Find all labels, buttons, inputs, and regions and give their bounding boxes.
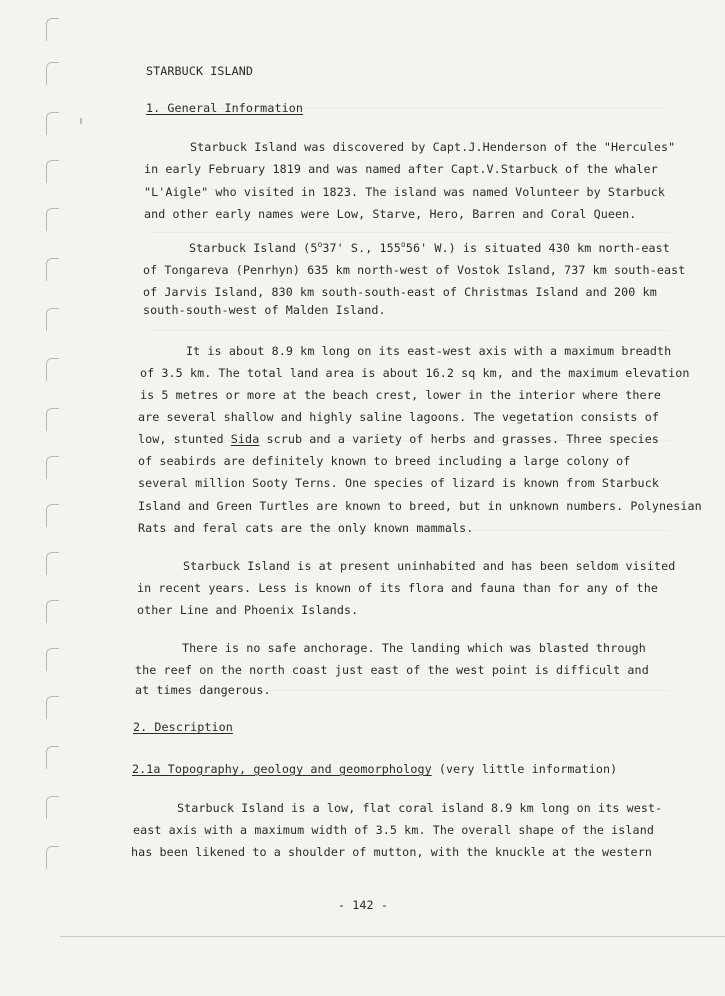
binder-ring <box>46 552 59 575</box>
binder-ring <box>46 504 59 527</box>
paragraph-line: There is no safe anchorage. The landing which was blasted through <box>182 641 646 655</box>
binder-ring <box>46 648 59 671</box>
paragraph-line: Starbuck Island is a low, flat coral island 8.9 km long on its west- <box>177 801 663 815</box>
page-bottom-edge <box>60 936 725 937</box>
section-heading-description: 2. Description <box>133 720 233 734</box>
degree-mark: o <box>400 240 406 249</box>
paragraph-line: in recent years. Less is known of its flora and fauna than for any of the <box>137 581 658 595</box>
binder-ring <box>46 258 59 281</box>
paragraph-line: and other early names were Low, Starve, Hero, Barren and Coral Queen. <box>144 207 637 221</box>
section-heading-general: 1. General Information <box>146 101 304 115</box>
genus-name: Sida <box>230 432 260 446</box>
paragraph-line: of 3.5 km. The total land area is about 16.2 sq km, and the maximum elevation <box>140 366 690 380</box>
paragraph-line: several million Sooty Terns. One species of lizard is known from Starbuck <box>138 476 659 490</box>
paragraph-line: "L'Aigle" who visited in 1823. The island was named Volunteer by Starbuck <box>144 185 665 199</box>
page-title: STARBUCK ISLAND <box>146 64 254 78</box>
text-run: Starbuck Island (5 <box>189 240 318 255</box>
section-heading-topography <box>132 762 617 776</box>
text-run: 37' S., 155 <box>322 240 401 255</box>
paragraph-line: Starbuck Island was discovered by Capt.J.Henderson of the "Hercules" <box>190 140 676 154</box>
binder-ring <box>46 408 59 431</box>
paragraph-line-genus <box>138 432 659 446</box>
bleed-through <box>150 330 670 331</box>
text-run: low, stunted <box>138 432 231 446</box>
binder-ring <box>46 208 59 231</box>
binder-ring <box>46 600 59 623</box>
paragraph-line: It is about 8.9 km long on its east-west axis with a maximum breadth <box>186 344 672 358</box>
paragraph-line-coordinates <box>189 240 670 255</box>
paragraph-line: south-south-west of Malden Island. <box>143 303 386 317</box>
binder-ring <box>46 796 59 819</box>
binder-ring <box>46 456 59 479</box>
binder-ring <box>46 18 59 41</box>
paragraph-line: are several shallow and highly saline lagoons. The vegetation consists of <box>138 410 659 424</box>
binder-ring <box>46 696 59 719</box>
binder-ring <box>46 846 59 869</box>
paragraph-line: at times dangerous. <box>135 683 271 697</box>
binder-ring <box>46 62 59 85</box>
paragraph-line: is 5 metres or more at the beach crest, lower in the interior where there <box>140 388 661 402</box>
paragraph-line: has been likened to a shoulder of mutton, with the knuckle at the western <box>131 845 652 859</box>
text-run: 56' W.) is situated 430 km north-east <box>405 240 670 255</box>
paragraph-line: Starbuck Island is at present uninhabited and has been seldom visited <box>183 559 676 573</box>
binder-ring <box>46 358 59 381</box>
margin-mark <box>80 118 82 124</box>
page-number: - 142 - <box>338 898 388 912</box>
binder-ring <box>46 746 59 769</box>
binder-ring <box>46 160 59 183</box>
paragraph-line: the reef on the north coast just east of the west point is difficult and <box>135 663 649 677</box>
paragraph-line: east axis with a maximum width of 3.5 km. The overall shape of the island <box>133 823 654 837</box>
text-run: scrub and a variety of herbs and grasses. Three species <box>259 432 659 446</box>
bleed-through <box>150 232 670 233</box>
degree-mark: o <box>317 240 323 249</box>
paragraph-line: of seabirds are definitely known to breed including a large colony of <box>138 454 631 468</box>
binder-ring <box>46 112 59 135</box>
paragraph-line: of Jarvis Island, 830 km south-south-east of Christmas Island and 200 km <box>143 285 657 299</box>
paragraph-line: in early February 1819 and was named after Capt.V.Starbuck of the whaler <box>144 162 658 176</box>
paragraph-line: of Tongareva (Penrhyn) 635 km north-west of Vostok Island, 737 km south-east <box>143 263 686 277</box>
topography-note: (very little information) <box>438 762 618 776</box>
binder-ring <box>46 308 59 331</box>
topography-heading-text: 2.1a Topography, geology and geomorphology <box>132 762 432 776</box>
paragraph-line: Rats and feral cats are the only known mammals. <box>138 521 474 535</box>
paragraph-line: Island and Green Turtles are known to breed, but in unknown numbers. Polynesian <box>138 499 702 513</box>
paragraph-line: other Line and Phoenix Islands. <box>137 603 359 617</box>
